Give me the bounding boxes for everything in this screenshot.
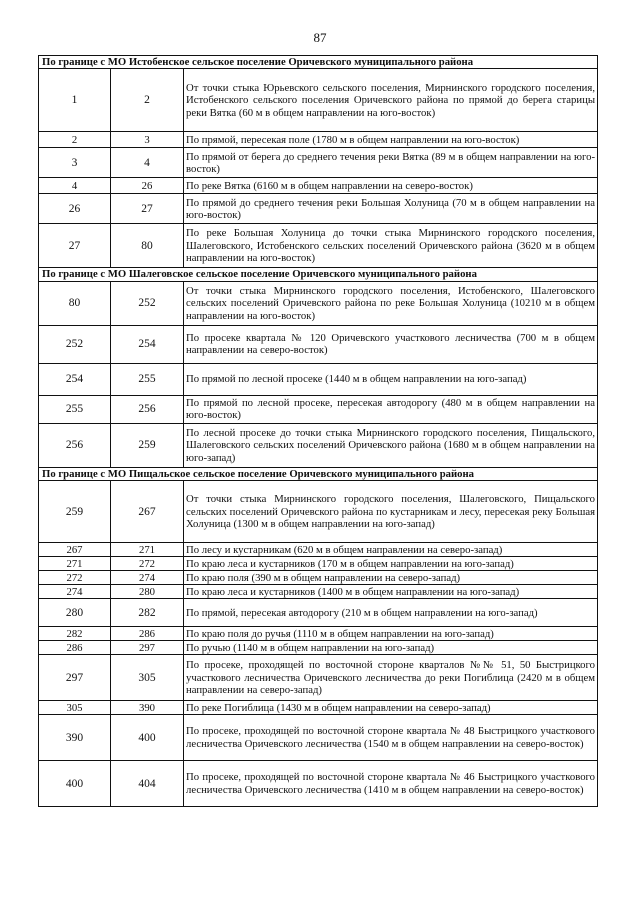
point-to: 256 (111, 395, 184, 423)
section-title: По границе с МО Шалеговское сельское поселение Оричевского муниципального района (39, 268, 598, 281)
table-row (39, 423, 598, 467)
boundary-description: По просеке, проходящей по восточной стороне кварталов №№ 51, 50 Быстрицкого участкового лесничества Оричевского лесничества до реки Погиблица (2420 м в общем направлении на северо-запад) (184, 655, 598, 701)
section-header (39, 268, 598, 281)
point-from: 390 (39, 715, 111, 761)
table-row (39, 557, 598, 571)
table-row (39, 325, 598, 363)
point-to: 400 (111, 715, 184, 761)
point-to: 390 (111, 701, 184, 715)
point-to: 297 (111, 641, 184, 655)
table-row (39, 543, 598, 557)
boundary-description: От точки стыка Юрьевского сельского поселения, Мирнинского городского поселения, Истобенского сельского поселения Оричевского района по прямой до берега старицы реки Вятка (60 м в общем направлении на юго-восток) (184, 69, 598, 132)
table-row (39, 132, 598, 148)
point-from: 267 (39, 543, 111, 557)
point-from: 252 (39, 325, 111, 363)
table-row (39, 627, 598, 641)
boundary-table (38, 55, 598, 807)
table-row (39, 178, 598, 194)
point-from: 400 (39, 761, 111, 807)
table-row (39, 363, 598, 395)
point-from: 282 (39, 627, 111, 641)
table-row (39, 224, 598, 268)
boundary-description: По просеке, проходящей по восточной стороне квартала № 46 Быстрицкого участкового лесничества Оричевского лесничества (1410 м в общем направлении на северо-восток) (184, 761, 598, 807)
boundary-description: По прямой, пересекая поле (1780 м в общем направлении на юго-восток) (184, 132, 598, 148)
point-to: 272 (111, 557, 184, 571)
table-row (39, 571, 598, 585)
boundary-description: По прямой до среднего течения реки Большая Холуница (70 м в общем направлении на юго-восток) (184, 194, 598, 224)
point-to: 252 (111, 281, 184, 325)
point-from: 254 (39, 363, 111, 395)
boundary-description: По ручью (1140 м в общем направлении на юго-запад) (184, 641, 598, 655)
point-to: 404 (111, 761, 184, 807)
point-from: 255 (39, 395, 111, 423)
point-to: 80 (111, 224, 184, 268)
table-row (39, 481, 598, 543)
section-header (39, 56, 598, 69)
point-to: 274 (111, 571, 184, 585)
point-to: 254 (111, 325, 184, 363)
section-title: По границе с МО Пищальское сельское поселение Оричевского муниципального района (39, 467, 598, 480)
point-from: 80 (39, 281, 111, 325)
point-from: 280 (39, 599, 111, 627)
point-from: 3 (39, 148, 111, 178)
boundary-description: По лесу и кустарникам (620 м в общем направлении на северо-запад) (184, 543, 598, 557)
point-to: 3 (111, 132, 184, 148)
boundary-description: По краю поля до ручья (1110 м в общем направлении на юго-запад) (184, 627, 598, 641)
point-to: 2 (111, 69, 184, 132)
point-to: 26 (111, 178, 184, 194)
point-to: 27 (111, 194, 184, 224)
table-row (39, 69, 598, 132)
point-from: 286 (39, 641, 111, 655)
table-row (39, 641, 598, 655)
point-from: 26 (39, 194, 111, 224)
point-from: 272 (39, 571, 111, 585)
boundary-description: От точки стыка Мирнинского городского поселения, Истобенского, Шалеговского сельских поселений Оричевского района по реке Большая Холуница (10210 м в общем направлении на юго-восток) (184, 281, 598, 325)
boundary-description: По реке Большая Холуница до точки стыка Мирнинского городского поселения, Шалеговского, Истобенского сельских поселений Оричевского района (3620 м в общем направлении на юго-восток) (184, 224, 598, 268)
point-from: 27 (39, 224, 111, 268)
table-row (39, 715, 598, 761)
point-from: 271 (39, 557, 111, 571)
page-number: 87 (313, 30, 327, 45)
point-from: 2 (39, 132, 111, 148)
boundary-description: По прямой по лесной просеке, пересекая автодорогу (480 м в общем направлении на юго-восток) (184, 395, 598, 423)
point-from: 4 (39, 178, 111, 194)
point-to: 280 (111, 585, 184, 599)
table-row (39, 148, 598, 178)
point-to: 267 (111, 481, 184, 543)
point-to: 271 (111, 543, 184, 557)
boundary-description: По реке Вятка (6160 м в общем направлении на северо-восток) (184, 178, 598, 194)
table-row (39, 655, 598, 701)
section-title: По границе с МО Истобенское сельское поселение Оричевского муниципального района (39, 56, 598, 69)
point-to: 305 (111, 655, 184, 701)
boundary-description: По реке Погиблица (1430 м в общем направлении на северо-запад) (184, 701, 598, 715)
point-to: 255 (111, 363, 184, 395)
table-row (39, 599, 598, 627)
boundary-description: По лесной просеке до точки стыка Мирнинского городского поселения, Пищальского, Шалеговского сельских поселений Оричевского района (1680 м в общем направлении на юго-запад) (184, 423, 598, 467)
boundary-description: По краю леса и кустарников (170 м в общем направлении на юго-запад) (184, 557, 598, 571)
table-row (39, 585, 598, 599)
boundary-description: От точки стыка Мирнинского городского поселения, Шалеговского, Пищальского сельских поселений Оричевского района по кустарникам и лесу, пересекая реку Большая Холуница (1300 м в общем направлении на юго-запад) (184, 481, 598, 543)
point-to: 4 (111, 148, 184, 178)
boundary-description: По прямой по лесной просеке (1440 м в общем направлении на юго-запад) (184, 363, 598, 395)
point-to: 282 (111, 599, 184, 627)
point-from: 259 (39, 481, 111, 543)
table-row (39, 281, 598, 325)
boundary-description: По прямой, пересекая автодорогу (210 м в общем направлении на юго-запад) (184, 599, 598, 627)
boundary-description: По просеке, проходящей по восточной стороне квартала № 48 Быстрицкого участкового лесничества Оричевского лесничества (1540 м в общем направлении на северо-восток) (184, 715, 598, 761)
boundary-description: По просеке квартала № 120 Оричевского участкового лесничества (700 м в общем направлении на северо-восток) (184, 325, 598, 363)
point-from: 1 (39, 69, 111, 132)
point-to: 286 (111, 627, 184, 641)
point-from: 297 (39, 655, 111, 701)
point-from: 256 (39, 423, 111, 467)
point-from: 305 (39, 701, 111, 715)
boundary-description: По прямой от берега до среднего течения реки Вятка (89 м в общем направлении на юго-восток) (184, 148, 598, 178)
table-row (39, 761, 598, 807)
table-row (39, 701, 598, 715)
table-row (39, 194, 598, 224)
table-row (39, 395, 598, 423)
section-header (39, 467, 598, 480)
point-to: 259 (111, 423, 184, 467)
boundary-description: По краю поля (390 м в общем направлении на северо-запад) (184, 571, 598, 585)
point-from: 274 (39, 585, 111, 599)
boundary-description: По краю леса и кустарников (1400 м в общем направлении на юго-запад) (184, 585, 598, 599)
